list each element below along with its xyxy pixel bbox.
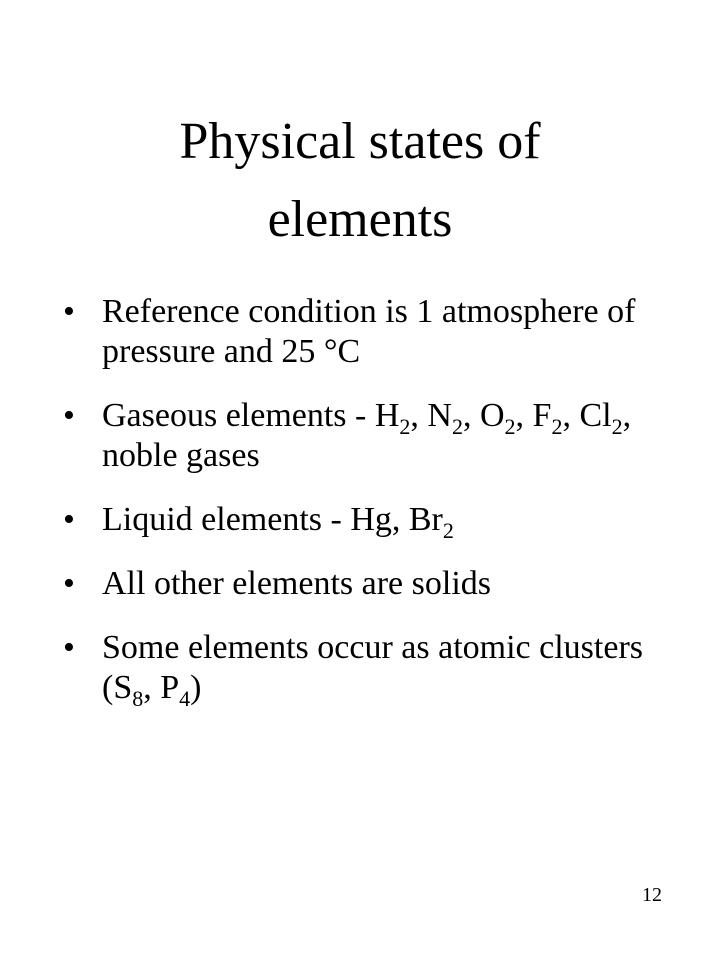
bullet-atomic-clusters xyxy=(63,628,688,711)
subscript: 2 xyxy=(611,414,623,439)
subscript: 2 xyxy=(551,414,563,439)
bullet-marker: • xyxy=(63,293,75,330)
bullet-text-segment: ) xyxy=(190,669,202,706)
bullet-reference-condition xyxy=(63,292,688,372)
slide-title-line-2: elements xyxy=(267,191,453,248)
bullet-text-segment: , N xyxy=(410,397,452,434)
bullet-text-segment: , Cl xyxy=(562,397,612,434)
bullet-marker: • xyxy=(63,565,75,602)
slide-title-line-1: Physical states of xyxy=(179,113,541,170)
bullet-text-segment: , F xyxy=(515,397,552,434)
bullet-text-segment: , noble gases xyxy=(102,397,632,474)
subscript: 8 xyxy=(132,686,144,711)
bullet-marker: • xyxy=(63,397,75,434)
bullet-text-segment: Gaseous elements - H xyxy=(102,397,400,434)
subscript: 2 xyxy=(451,414,463,439)
bullet-gaseous-elements xyxy=(63,396,688,476)
bullet-marker: • xyxy=(63,629,75,666)
bullet-marker: • xyxy=(63,501,75,538)
bullet-text-segment: , P xyxy=(143,669,180,706)
page-number: 12 xyxy=(642,884,662,906)
bullet-list xyxy=(63,292,688,732)
bullet-text-segment: Some elements occur as atomic clusters (S xyxy=(102,629,643,706)
bullet-text-segment: , O xyxy=(462,397,505,434)
bullet-liquid-elements xyxy=(63,500,688,543)
bullet-solid-elements xyxy=(63,564,688,604)
subscript: 2 xyxy=(504,414,516,439)
bullet-text: All other elements are solids xyxy=(102,565,492,602)
subscript: 2 xyxy=(442,518,454,543)
slide-title xyxy=(60,103,660,259)
subscript: 2 xyxy=(399,414,411,439)
bullet-text-segment: Liquid elements - Hg, Br xyxy=(102,501,443,538)
subscript: 4 xyxy=(179,686,191,711)
bullet-text: Reference condition is 1 atmosphere of pressure and 25 °C xyxy=(102,293,636,370)
